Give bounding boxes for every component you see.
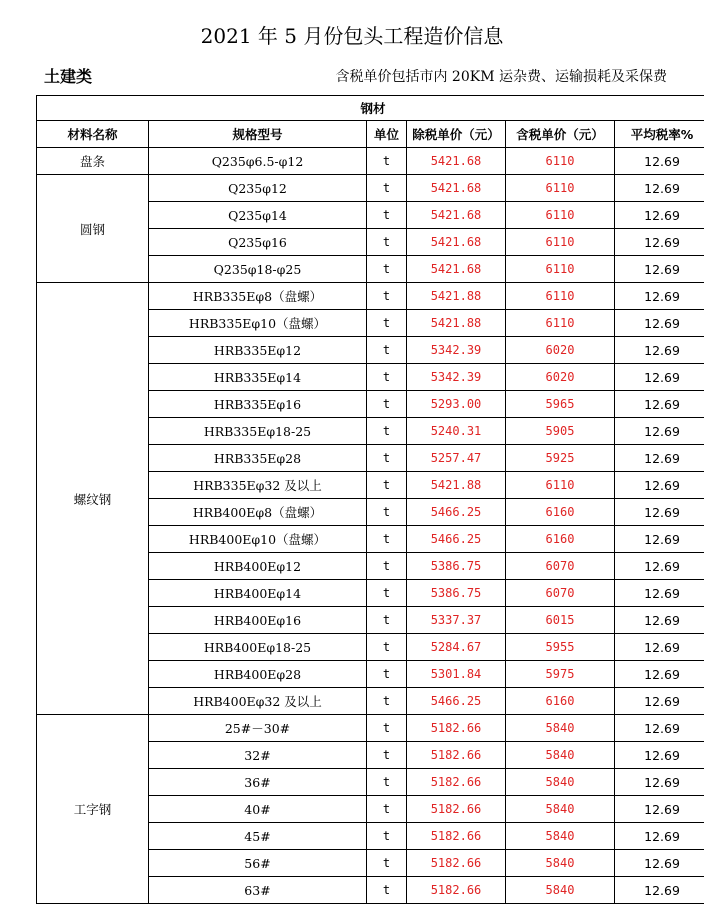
cell-pretax-price: 5182.66	[407, 769, 506, 796]
cell-pretax-price: 5182.66	[407, 742, 506, 769]
cell-pretax-price: 5421.68	[407, 202, 506, 229]
cell-pretax-price: 5182.66	[407, 715, 506, 742]
cell-pretax-price: 5342.39	[407, 364, 506, 391]
cell-taxed-price: 5840	[506, 877, 615, 904]
cell-pretax-price: 5337.37	[407, 607, 506, 634]
cell-taxed-price: 6020	[506, 337, 615, 364]
cell-taxed-price: 6070	[506, 553, 615, 580]
table-row	[37, 715, 704, 742]
cell-spec: HRB400Eφ14	[149, 580, 367, 607]
header-spec: 规格型号	[149, 121, 367, 148]
cell-spec: HRB335Eφ14	[149, 364, 367, 391]
cell-unit: t	[367, 337, 407, 364]
cell-tax-rate: 12.69	[615, 391, 704, 418]
cell-pretax-price: 5421.68	[407, 175, 506, 202]
cell-material-name: 盘条	[37, 148, 149, 175]
cell-unit: t	[367, 553, 407, 580]
cell-taxed-price: 6070	[506, 580, 615, 607]
cell-material-name: 螺纹钢	[37, 283, 149, 715]
cell-taxed-price: 5840	[506, 850, 615, 877]
cell-spec: HRB335Eφ28	[149, 445, 367, 472]
cell-spec: 40#	[149, 796, 367, 823]
cell-taxed-price: 6160	[506, 526, 615, 553]
cell-spec: HRB400Eφ12	[149, 553, 367, 580]
cell-spec: Q235φ18-φ25	[149, 256, 367, 283]
cell-taxed-price: 6110	[506, 283, 615, 310]
cell-taxed-price: 5840	[506, 823, 615, 850]
section-label: 土建类	[44, 67, 93, 86]
cell-tax-rate: 12.69	[615, 499, 704, 526]
cell-pretax-price: 5182.66	[407, 877, 506, 904]
cell-unit: t	[367, 769, 407, 796]
cell-spec: HRB335Eφ32 及以上	[149, 472, 367, 499]
cell-unit: t	[367, 715, 407, 742]
cell-unit: t	[367, 229, 407, 256]
cell-pretax-price: 5421.68	[407, 229, 506, 256]
cell-spec: HRB400Eφ32 及以上	[149, 688, 367, 715]
cell-spec: Q235φ6.5-φ12	[149, 148, 367, 175]
cell-tax-rate: 12.69	[615, 283, 704, 310]
cell-pretax-price: 5466.25	[407, 688, 506, 715]
cell-tax-rate: 12.69	[615, 769, 704, 796]
cell-taxed-price: 5840	[506, 769, 615, 796]
cell-unit: t	[367, 283, 407, 310]
cell-pretax-price: 5301.84	[407, 661, 506, 688]
cell-tax-rate: 12.69	[615, 850, 704, 877]
cell-tax-rate: 12.69	[615, 445, 704, 472]
cell-spec: HRB335Eφ10（盘螺）	[149, 310, 367, 337]
cell-taxed-price: 5840	[506, 796, 615, 823]
cell-unit: t	[367, 445, 407, 472]
cell-taxed-price: 6110	[506, 202, 615, 229]
cell-tax-rate: 12.69	[615, 742, 704, 769]
cell-spec: HRB335Eφ12	[149, 337, 367, 364]
cell-pretax-price: 5182.66	[407, 850, 506, 877]
price-note: 含税单价包括市内 20KM 运杂费、运输损耗及采保费	[335, 69, 667, 85]
table-row	[37, 148, 704, 175]
header-unit: 单位	[367, 121, 407, 148]
cell-taxed-price: 6160	[506, 688, 615, 715]
cell-pretax-price: 5386.75	[407, 553, 506, 580]
cell-unit: t	[367, 418, 407, 445]
header-pretax-price: 除税单价（元）	[407, 121, 506, 148]
cell-tax-rate: 12.69	[615, 310, 704, 337]
cell-spec: 32#	[149, 742, 367, 769]
table-row	[37, 283, 704, 310]
cell-tax-rate: 12.69	[615, 472, 704, 499]
cell-tax-rate: 12.69	[615, 526, 704, 553]
cell-taxed-price: 5840	[506, 742, 615, 769]
cell-unit: t	[367, 256, 407, 283]
cell-unit: t	[367, 580, 407, 607]
cell-spec: 25#－30#	[149, 715, 367, 742]
cell-unit: t	[367, 877, 407, 904]
cell-pretax-price: 5421.68	[407, 148, 506, 175]
cell-pretax-price: 5293.00	[407, 391, 506, 418]
cell-tax-rate: 12.69	[615, 553, 704, 580]
cell-taxed-price: 5975	[506, 661, 615, 688]
cell-pretax-price: 5466.25	[407, 499, 506, 526]
cell-unit: t	[367, 742, 407, 769]
cell-unit: t	[367, 850, 407, 877]
cell-unit: t	[367, 391, 407, 418]
cell-taxed-price: 5955	[506, 634, 615, 661]
cell-taxed-price: 6110	[506, 256, 615, 283]
cell-tax-rate: 12.69	[615, 256, 704, 283]
steel-price-table	[36, 95, 704, 904]
cell-spec: HRB400Eφ18-25	[149, 634, 367, 661]
table-body	[37, 148, 704, 904]
cell-unit: t	[367, 472, 407, 499]
cell-pretax-price: 5342.39	[407, 337, 506, 364]
cell-spec: Q235φ16	[149, 229, 367, 256]
cell-spec: HRB335Eφ18-25	[149, 418, 367, 445]
cell-tax-rate: 12.69	[615, 337, 704, 364]
cell-pretax-price: 5284.67	[407, 634, 506, 661]
cell-spec: HRB400Eφ10（盘螺）	[149, 526, 367, 553]
cell-taxed-price: 5965	[506, 391, 615, 418]
cell-tax-rate: 12.69	[615, 715, 704, 742]
cell-tax-rate: 12.69	[615, 877, 704, 904]
header-material-name: 材料名称	[37, 121, 149, 148]
cell-tax-rate: 12.69	[615, 175, 704, 202]
cell-taxed-price: 6160	[506, 499, 615, 526]
cell-taxed-price: 6110	[506, 229, 615, 256]
header-taxed-price: 含税单价（元）	[506, 121, 615, 148]
cell-spec: HRB335Eφ8（盘螺）	[149, 283, 367, 310]
cell-taxed-price: 6110	[506, 310, 615, 337]
cell-unit: t	[367, 310, 407, 337]
cell-spec: 36#	[149, 769, 367, 796]
cell-unit: t	[367, 148, 407, 175]
cell-taxed-price: 5925	[506, 445, 615, 472]
cell-pretax-price: 5421.88	[407, 283, 506, 310]
cell-spec: Q235φ12	[149, 175, 367, 202]
cell-unit: t	[367, 499, 407, 526]
cell-pretax-price: 5182.66	[407, 796, 506, 823]
cell-spec: HRB400Eφ28	[149, 661, 367, 688]
cell-tax-rate: 12.69	[615, 229, 704, 256]
cell-pretax-price: 5240.31	[407, 418, 506, 445]
cell-tax-rate: 12.69	[615, 418, 704, 445]
cell-pretax-price: 5421.68	[407, 256, 506, 283]
cell-spec: Q235φ14	[149, 202, 367, 229]
cell-pretax-price: 5421.88	[407, 310, 506, 337]
cell-unit: t	[367, 607, 407, 634]
cell-spec: HRB400Eφ8（盘螺）	[149, 499, 367, 526]
cell-tax-rate: 12.69	[615, 823, 704, 850]
cell-unit: t	[367, 526, 407, 553]
cell-taxed-price: 5840	[506, 715, 615, 742]
cell-tax-rate: 12.69	[615, 688, 704, 715]
cell-unit: t	[367, 634, 407, 661]
cell-unit: t	[367, 175, 407, 202]
cell-taxed-price: 6110	[506, 472, 615, 499]
header-tax-rate: 平均税率%	[615, 121, 704, 148]
document-title: 2021 年 5 月份包头工程造价信息	[200, 24, 504, 48]
cell-unit: t	[367, 202, 407, 229]
cell-material-name: 工字钢	[37, 715, 149, 904]
cell-spec: 45#	[149, 823, 367, 850]
cell-taxed-price: 6110	[506, 148, 615, 175]
cell-pretax-price: 5421.88	[407, 472, 506, 499]
cell-tax-rate: 12.69	[615, 364, 704, 391]
cell-taxed-price: 6110	[506, 175, 615, 202]
cell-tax-rate: 12.69	[615, 148, 704, 175]
cell-unit: t	[367, 796, 407, 823]
cell-unit: t	[367, 823, 407, 850]
cell-spec: 63#	[149, 877, 367, 904]
cell-taxed-price: 5905	[506, 418, 615, 445]
cell-pretax-price: 5182.66	[407, 823, 506, 850]
cell-material-name: 圆钢	[37, 175, 149, 283]
table-group-title: 钢材	[37, 96, 704, 121]
cell-spec: HRB400Eφ16	[149, 607, 367, 634]
cell-pretax-price: 5466.25	[407, 526, 506, 553]
cell-spec: 56#	[149, 850, 367, 877]
cell-unit: t	[367, 661, 407, 688]
cell-unit: t	[367, 688, 407, 715]
cell-tax-rate: 12.69	[615, 796, 704, 823]
cell-tax-rate: 12.69	[615, 580, 704, 607]
cell-taxed-price: 6020	[506, 364, 615, 391]
cell-taxed-price: 6015	[506, 607, 615, 634]
cell-tax-rate: 12.69	[615, 202, 704, 229]
cell-spec: HRB335Eφ16	[149, 391, 367, 418]
cell-pretax-price: 5257.47	[407, 445, 506, 472]
cell-tax-rate: 12.69	[615, 634, 704, 661]
table-row	[37, 175, 704, 202]
cell-pretax-price: 5386.75	[407, 580, 506, 607]
cell-unit: t	[367, 364, 407, 391]
cell-tax-rate: 12.69	[615, 661, 704, 688]
cell-tax-rate: 12.69	[615, 607, 704, 634]
